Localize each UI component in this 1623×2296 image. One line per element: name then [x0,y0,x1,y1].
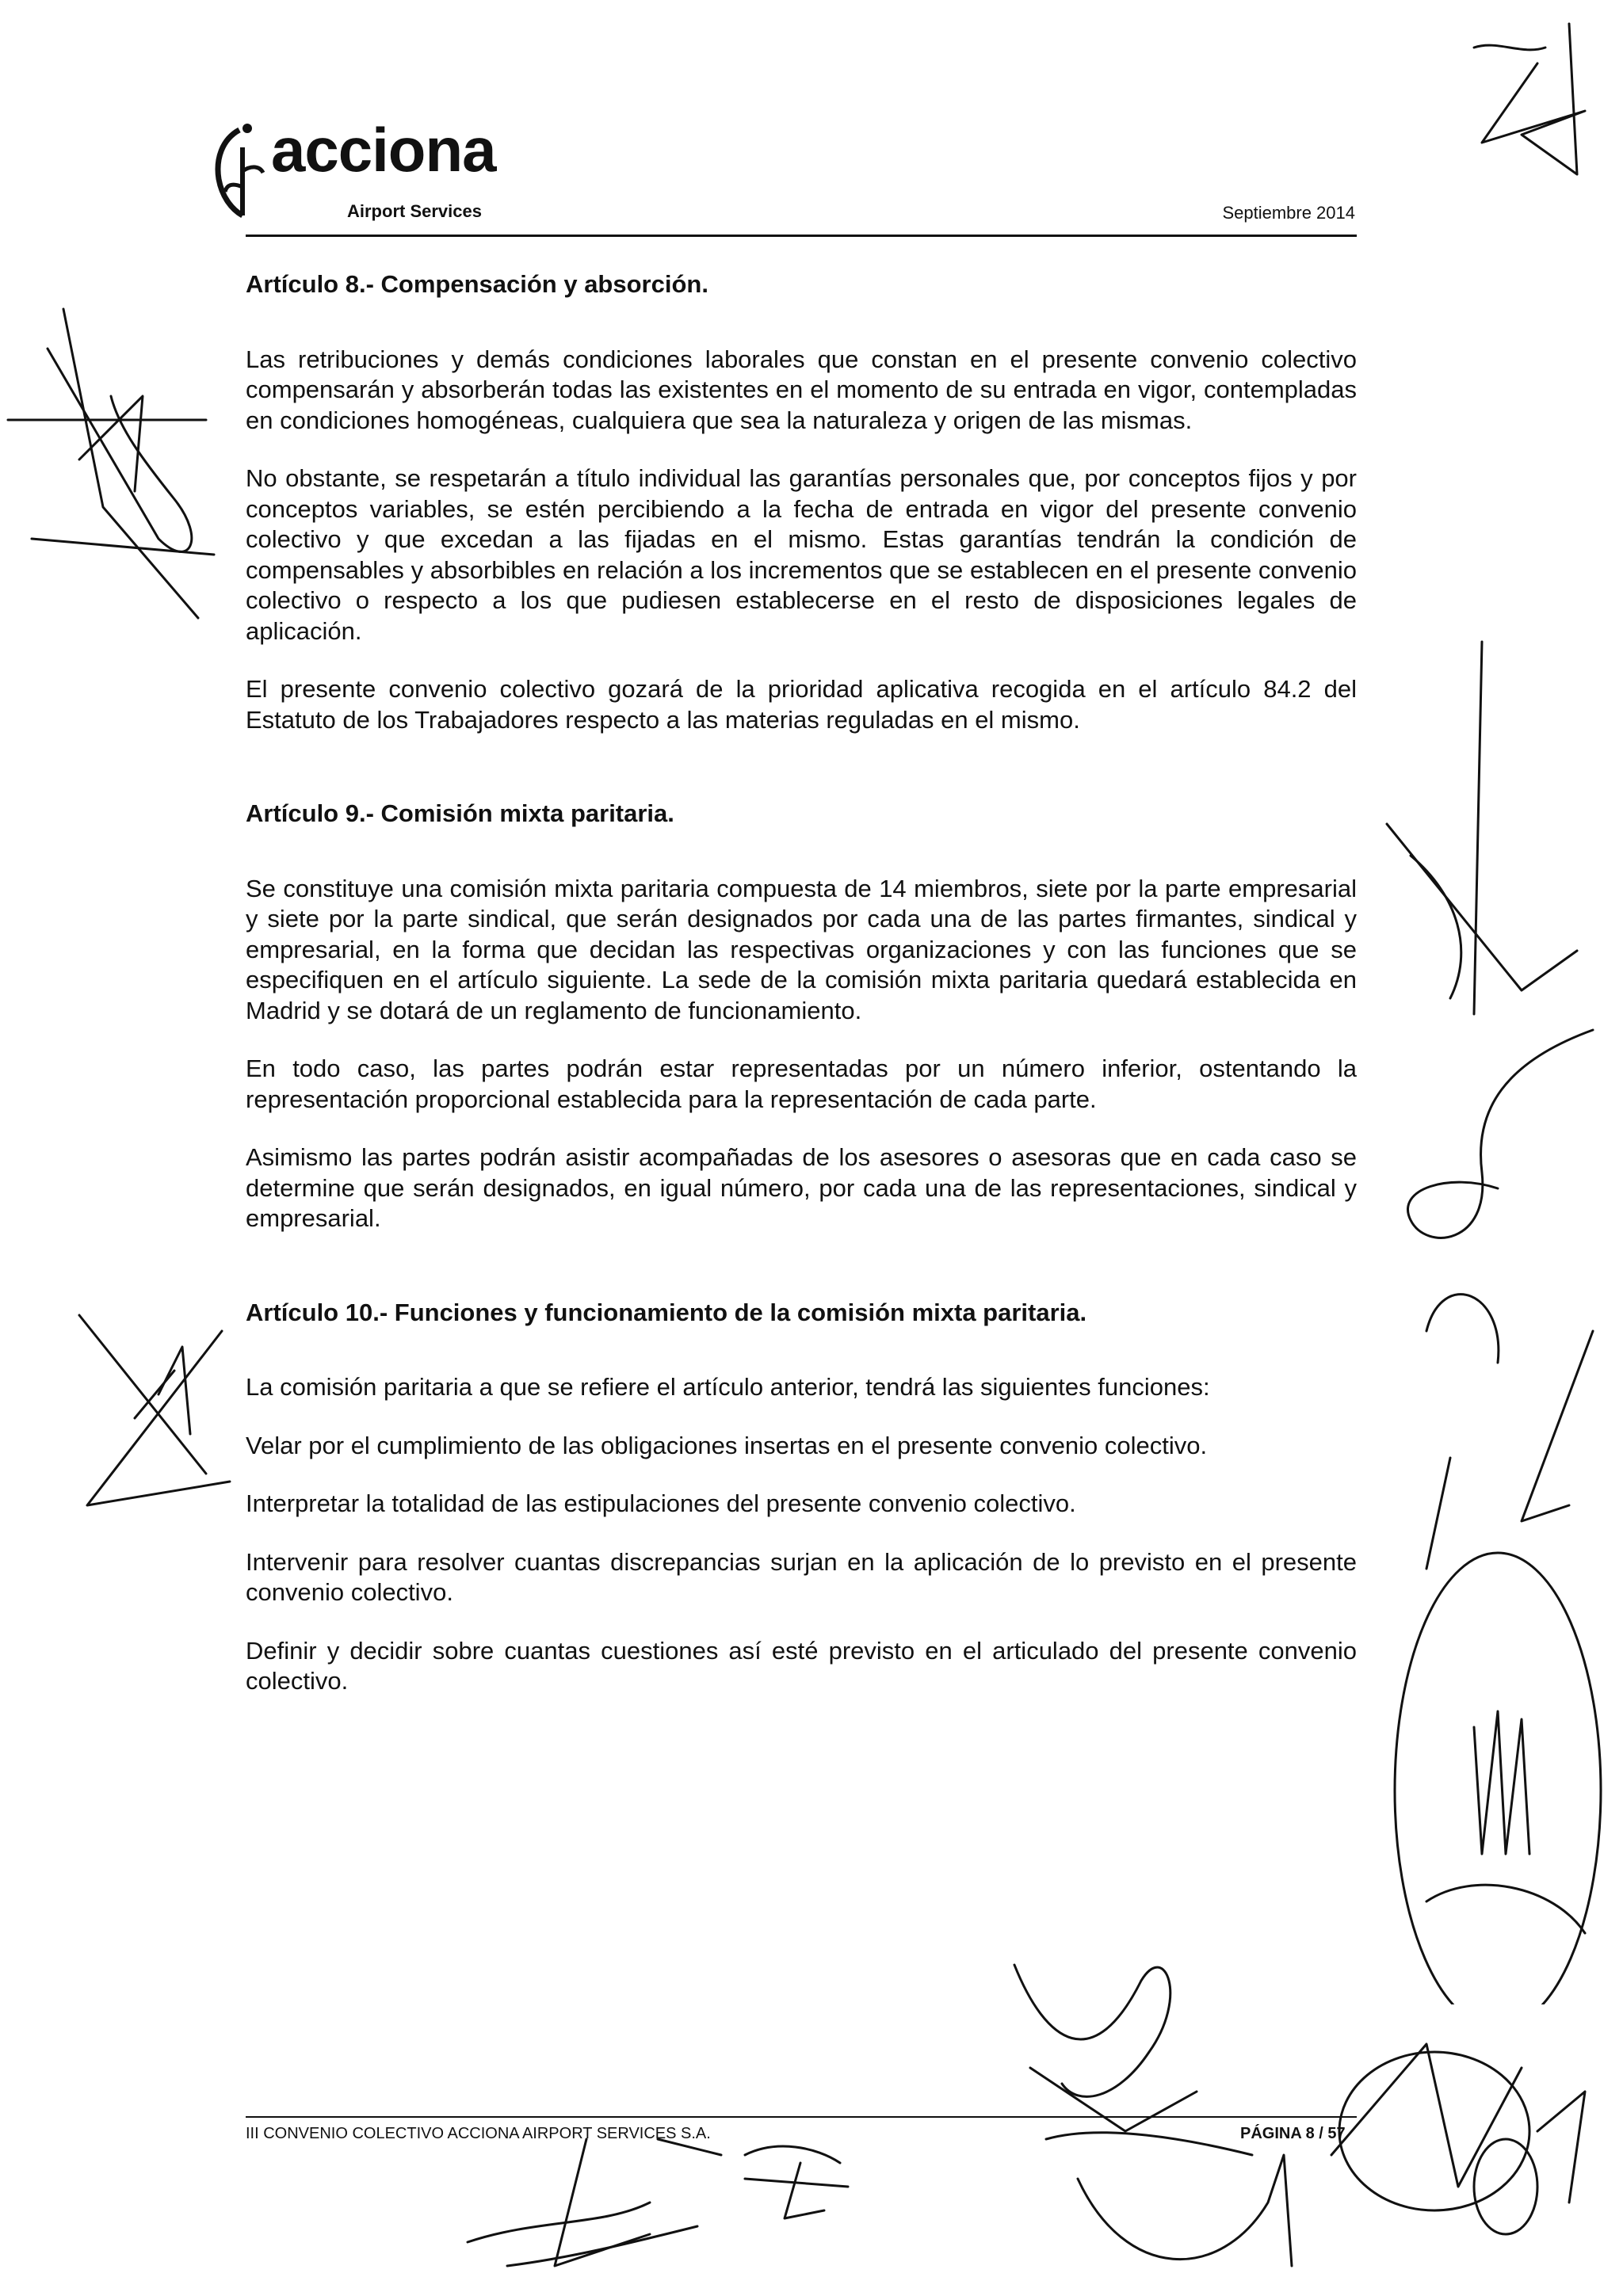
acciona-leaf-icon [208,124,271,219]
footer-divider [246,2116,1357,2118]
article-10-paragraph-3: Interpretar la totalidad de las estipulaciones del presente convenio colectivo. [246,1489,1076,1517]
signature-top-right [1450,16,1593,190]
article-9-paragraph-2: En todo caso, las partes podrán estar representadas por un número inferior, ostentando la representación proporcional establecida para la representación de cada parte. [246,1055,1357,1113]
article-9-heading: Artículo 9.- Comisión mixta paritaria. [246,799,674,827]
signature-left-middle [63,1299,238,1521]
header-date: Septiembre 2014 [1222,203,1355,223]
footer-page-number: PÁGINA 8 / 57 [1240,2125,1346,2142]
article-8-paragraph-2: No obstante, se respetarán a título individual las garantías personales que, por conceptos fijos y por conceptos variables, se estén percibiendo a la fecha de entrada en vigor del presente convenio colectivo y que excedan a las fijadas en el mismo. Estas garantías tendrán la condición de compensables y absorbibles en relación a los incrementos que se establecen en el presente convenio colectivo o respecto a los que pudiesen establecerse en el resto de disposiciones legales de aplicación. [246,464,1357,645]
brand-name: acciona [271,115,496,185]
article-9-paragraph-3: Asimismo las partes podrán asistir acompañadas de los asesores o asesoras que en cada caso se determine que serán designados, en igual número, por cada una de las representaciones, sindical y empresarial. [246,1143,1357,1232]
signature-bottom-right-cluster [983,1949,1617,2282]
article-8-paragraph-3: El presente convenio colectivo gozará de la prioridad aplicativa recogida en el artículo 84.2 del Estatuto de los Trabajadores respecto a las materias reguladas en el mismo. [246,675,1357,734]
company-logo [208,115,525,226]
article-10-paragraph-1: La comisión paritaria a que se refiere el artículo anterior, tendrá las siguientes funciones: [246,1373,1210,1401]
signature-bottom-left [460,2123,729,2282]
article-10-paragraph-2: Velar por el cumplimiento de las obligaciones insertas en el presente convenio colectivo. [246,1431,1208,1459]
footer-document-title: III CONVENIO COLECTIVO ACCIONA AIRPORT SERVICES S.A. [246,2125,711,2142]
signature-left-top [0,301,238,634]
header-divider [246,235,1357,237]
signature-bottom-center [729,2131,856,2226]
brand-subtitle: Airport Services [347,201,482,221]
article-10-heading: Artículo 10.- Funciones y funcionamiento de la comisión mixta paritaria. [246,1298,1087,1326]
document-body [246,269,1357,1725]
signature-right-large [1379,618,1617,2004]
article-10-paragraph-5: Definir y decidir sobre cuantas cuestiones así esté previsto en el articulado del presente convenio colectivo. [246,1636,1357,1695]
article-8-heading: Artículo 8.- Compensación y absorción. [246,270,708,298]
article-8-paragraph-1: Las retribuciones y demás condiciones laborales que constan en el presente convenio colectivo compensarán y absorberán todas las existentes en el momento de su entrada en vigor, contempladas en condiciones homogéneas, cualquiera que sea la naturaleza y origen de las mismas. [246,345,1357,434]
article-9-paragraph-1: Se constituye una comisión mixta paritaria compuesta de 14 miembros, siete por la parte empresarial y siete por la parte sindical, que serán designados por cada una de las partes firmantes, sindical y empresarial, en la forma que decidan las respectivas organizaciones y con las funciones que se especifiquen en el artículo siguiente. La sede de la comisión mixta paritaria quedará establecida en Madrid y se dotará de un reglamento de funcionamiento. [246,874,1357,1024]
article-10-paragraph-4: Intervenir para resolver cuantas discrepancias surjan en la aplicación de lo previsto en el presente convenio colectivo. [246,1547,1357,1606]
